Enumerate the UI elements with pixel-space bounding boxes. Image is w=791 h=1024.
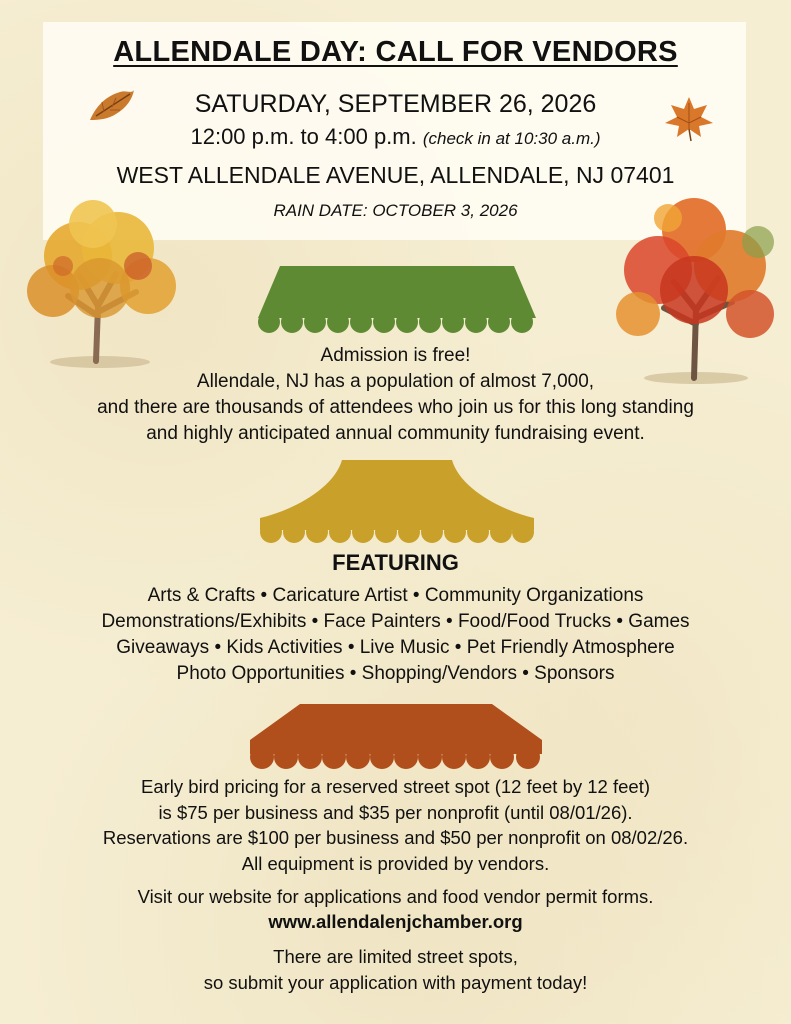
admission-line: Allendale, NJ has a population of almost 7,000, [196,371,595,392]
admission-line: and highly anticipated annual community fundraising event. [146,423,645,444]
checkin-note: (check in at 10:30 a.m.) [422,129,601,148]
pricing-text [0,774,791,876]
website-link[interactable]: www.allendalenjchamber.org [268,911,523,932]
pricing-line: is $75 per business and $35 per nonprofit (until 08/01/26). [158,801,633,823]
maple-leaf-icon [86,86,138,128]
event-date: SATURDAY, SEPTEMBER 26, 2026 [194,90,597,118]
pricing-line: Reservations are $100 per business and $50 per nonprofit on 08/02/26. [102,827,689,848]
website-note: Visit our website for applications and food vendor permit forms. [137,886,654,907]
admission-line: and there are thousands of attendees who join us for this long standing [97,397,694,418]
closing-line: There are limited street spots, [273,946,518,967]
awning-icon [258,266,536,336]
awning-icon [250,704,542,772]
featuring-line: Photo Opportunities • Shopping/Vendors • Sponsors [176,663,615,684]
admission-text [0,343,791,447]
maple-leaf-icon [661,93,717,143]
featuring-line: Arts & Crafts • Caricature Artist • Community Organizations [147,585,644,606]
closing-text [0,944,791,995]
pricing-line: Early bird pricing for a reserved street spot (12 feet by 12 feet) [141,776,650,797]
featuring-line: Giveaways • Kids Activities • Live Music • Pet Friendly Atmosphere [116,637,675,658]
event-time-range: 12:00 p.m. to 4:00 p.m. [190,124,417,149]
closing-line: so submit your application with payment today! [203,971,588,993]
featuring-list [0,583,791,687]
event-location: WEST ALLENDALE AVENUE, ALLENDALE, NJ 07401 [116,162,675,188]
rain-date: RAIN DATE: OCTOBER 3, 2026 [273,201,518,220]
admission-line: Admission is free! [320,345,471,366]
pricing-line: All equipment is provided by vendors. [241,852,550,874]
awning-icon [260,460,534,546]
featuring-heading: FEATURING [332,550,459,575]
page-title: ALLENDALE DAY: CALL FOR VENDORS [113,36,678,68]
featuring-line: Demonstrations/Exhibits • Face Painters • Food/Food Trucks • Games [101,611,690,632]
